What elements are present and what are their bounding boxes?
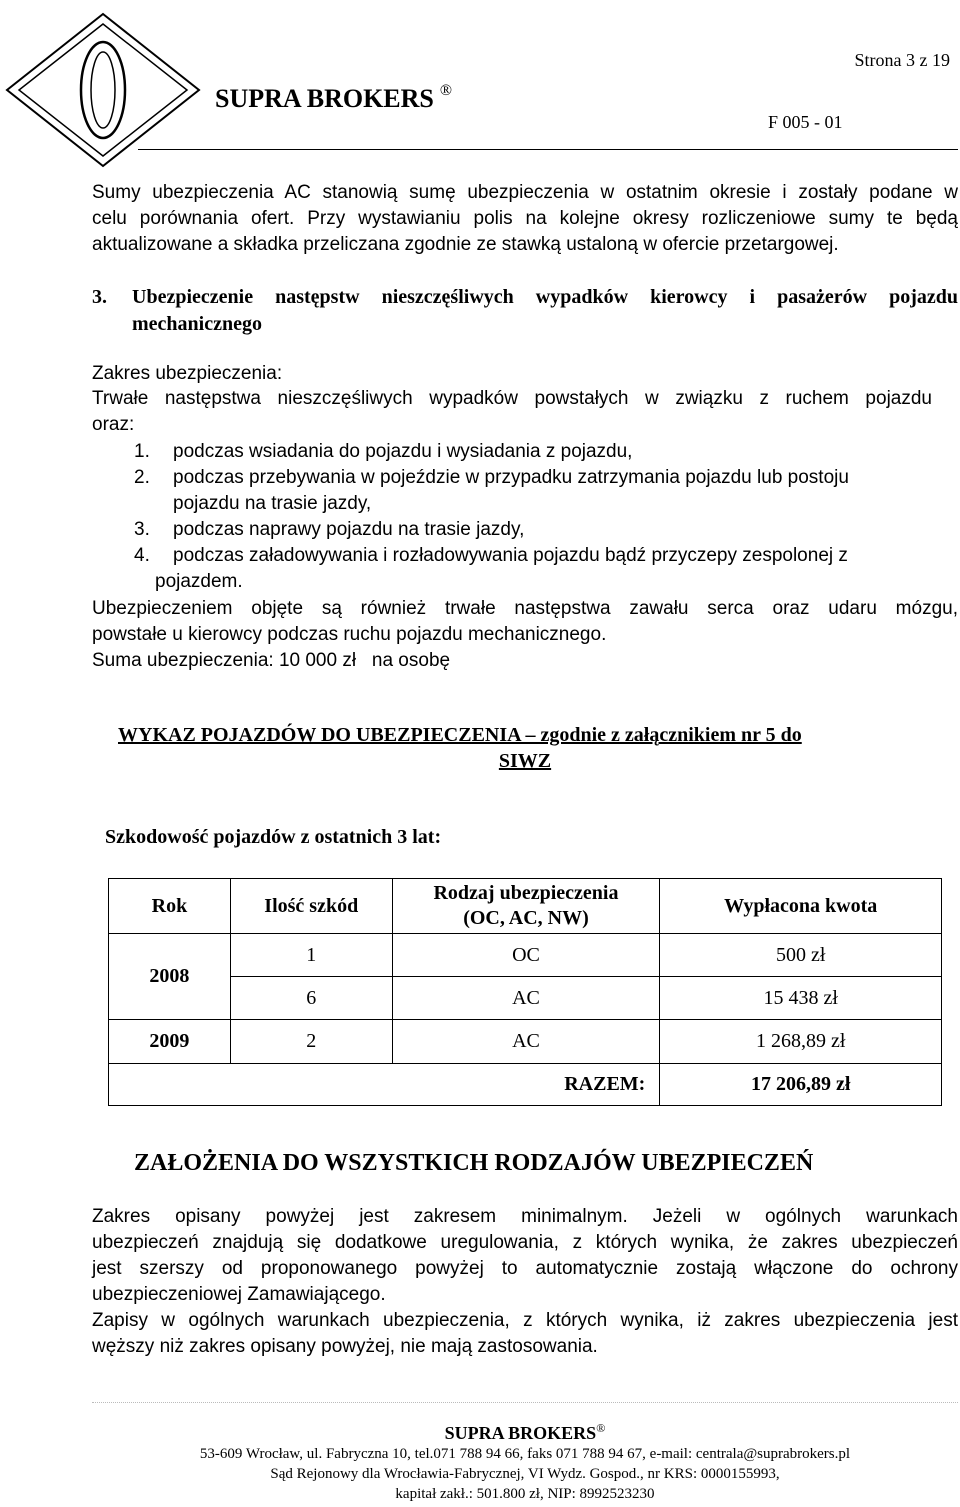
list-item-number: 3. [134,519,150,540]
header-amount: Wypłacona kwota [660,879,942,934]
footer-divider [92,1402,958,1403]
header-type: Rodzaj ubezpieczenia (OC, AC, NW) [392,879,660,934]
footer-company-name: SUPRA BROKERS® [444,1421,606,1443]
cell-amount: 15 438 zł [660,977,942,1020]
assumptions-p2-line-2: węższy niż zakres opisany powyżej, nie mają zastosowania. [92,1336,598,1357]
intro-line-2: celu porównania ofert. Przy wystawianiu polis na kolejne okresy rozliczeniowe sumy te będą [92,208,958,229]
cell-count: 2 [230,1020,392,1064]
scope-line-2: oraz: [92,414,135,435]
section-heading-line-2: mechanicznego [132,313,262,335]
page-number: Strona 3 z 19 [854,50,950,70]
table-total-row [109,1064,942,1106]
intro-line-1: Sumy ubezpieczenia AC stanowią sumę ubezpieczenia w ostatnim okresie i zostały podane w [92,182,958,203]
registered-mark-icon: ® [439,82,453,99]
cell-type: AC [392,1020,660,1064]
scope-label: Zakres ubezpieczenia: [92,363,283,384]
footer-registry: Sąd Rejonowy dla Wrocławia-Fabrycznej, VI Wydz. Gospod., nr KRS: 0000155993, [270,1466,780,1482]
cell-type: AC [392,977,660,1020]
cell-count: 6 [230,977,392,1020]
cell-amount: 500 zł [660,934,942,977]
total-label: RAZEM: [109,1064,660,1106]
list-item: podczas załadowywania i rozładowywania pojazdu bądź przyczepy zespolonej z [173,545,848,566]
assumptions-p1-line-2: ubezpieczeń znajdują się dodatkowe uregulowania, z których wynika, że zakres ubezpieczeń [92,1232,958,1253]
scope-line-1: Trwałe następstwa nieszczęśliwych wypadków powstałych w związku z ruchem pojazdu [92,388,932,409]
table-row [109,977,942,1020]
table-row [109,934,942,977]
list-item-number: 2. [134,467,150,488]
assumptions-heading: ZAŁOŻENIA DO WSZYSTKICH RODZAJÓW UBEZPIECZEŃ [134,1150,814,1176]
sum-insured: Suma ubezpieczenia: 10 000 zł na osobę [92,650,451,671]
claims-label: Szkodowość pojazdów z ostatnich 3 lat: [105,826,442,848]
header-year: Rok [109,879,231,934]
header-company-name: SUPRA BROKERS ® [215,82,453,113]
cell-type: OC [392,934,660,977]
footer-capital: kapitał zakł.: 501.800 zł, NIP: 8992523230 [395,1486,655,1502]
cell-amount: 1 268,89 zł [660,1020,942,1064]
list-item: podczas przebywania w pojeździe w przypadku zatrzymania pojazdu lub postoju [173,467,849,488]
assumptions-p2-line-1: Zapisy w ogólnych warunkach ubezpieczenia, z których wynika, iż zakres ubezpieczenia jest [92,1310,958,1331]
header-count: Ilość szkód [230,879,392,934]
list-item-continuation: pojazdu na trasie jazdy, [173,493,372,514]
list-item: podczas naprawy pojazdu na trasie jazdy, [173,519,525,540]
cell-year-2009: 2009 [109,1020,231,1064]
coverage-note-line-2: powstałe u kierowcy podczas ruchu pojazdu mechanicznego. [92,624,607,645]
coverage-note-line-1: Ubezpieczeniem objęte są również trwałe następstwa zawału serca oraz udaru mózgu, [92,598,958,619]
list-item-number: 4. [134,545,150,566]
vehicles-heading-line-1: WYKAZ POJAZDÓW DO UBEZPIECZENIA – zgodnie z załącznikiem nr 5 do [118,724,802,746]
vehicles-heading-line-2: SIWZ [498,750,552,772]
form-code: F 005 - 01 [768,112,843,132]
cell-count: 1 [230,934,392,977]
section-heading-line-1: Ubezpieczenie następstw nieszczęśliwych wypadków kierowcy i pasażerów pojazdu [132,286,958,308]
list-item: podczas wsiadania do pojazdu i wysiadania z pojazdu, [173,441,633,462]
table-row [109,1020,942,1064]
assumptions-p1-line-1: Zakres opisany powyżej jest zakresem minimalnym. Jeżeli w ogólnych warunkach [92,1206,958,1227]
list-item-continuation: pojazdem. [155,571,243,592]
intro-line-3: aktualizowane a składka przeliczana zgodnie ze stawką ustaloną w ofercie przetargowej. [92,234,839,255]
table-header-row [109,879,942,934]
assumptions-p1-line-3: jest szerszy od proponowanego powyżej to automatycznie zostają włączone do ochrony [92,1258,958,1279]
footer-address: 53-609 Wrocław, ul. Fabryczna 10, tel.071 788 94 66, faks 071 788 94 67, e-mail: centrala@suprabrokers.pl [199,1446,851,1462]
total-value: 17 206,89 zł [660,1064,942,1106]
section-number: 3. [92,286,107,308]
assumptions-p1-line-4: ubezpieczeniowej Zamawiającego. [92,1284,386,1305]
list-item-number: 1. [134,441,150,462]
claims-table [108,878,942,1106]
header-divider [138,149,958,150]
cell-year-2008: 2008 [109,934,231,1020]
company-logo [3,10,203,170]
registered-mark-icon: ® [596,1421,606,1435]
